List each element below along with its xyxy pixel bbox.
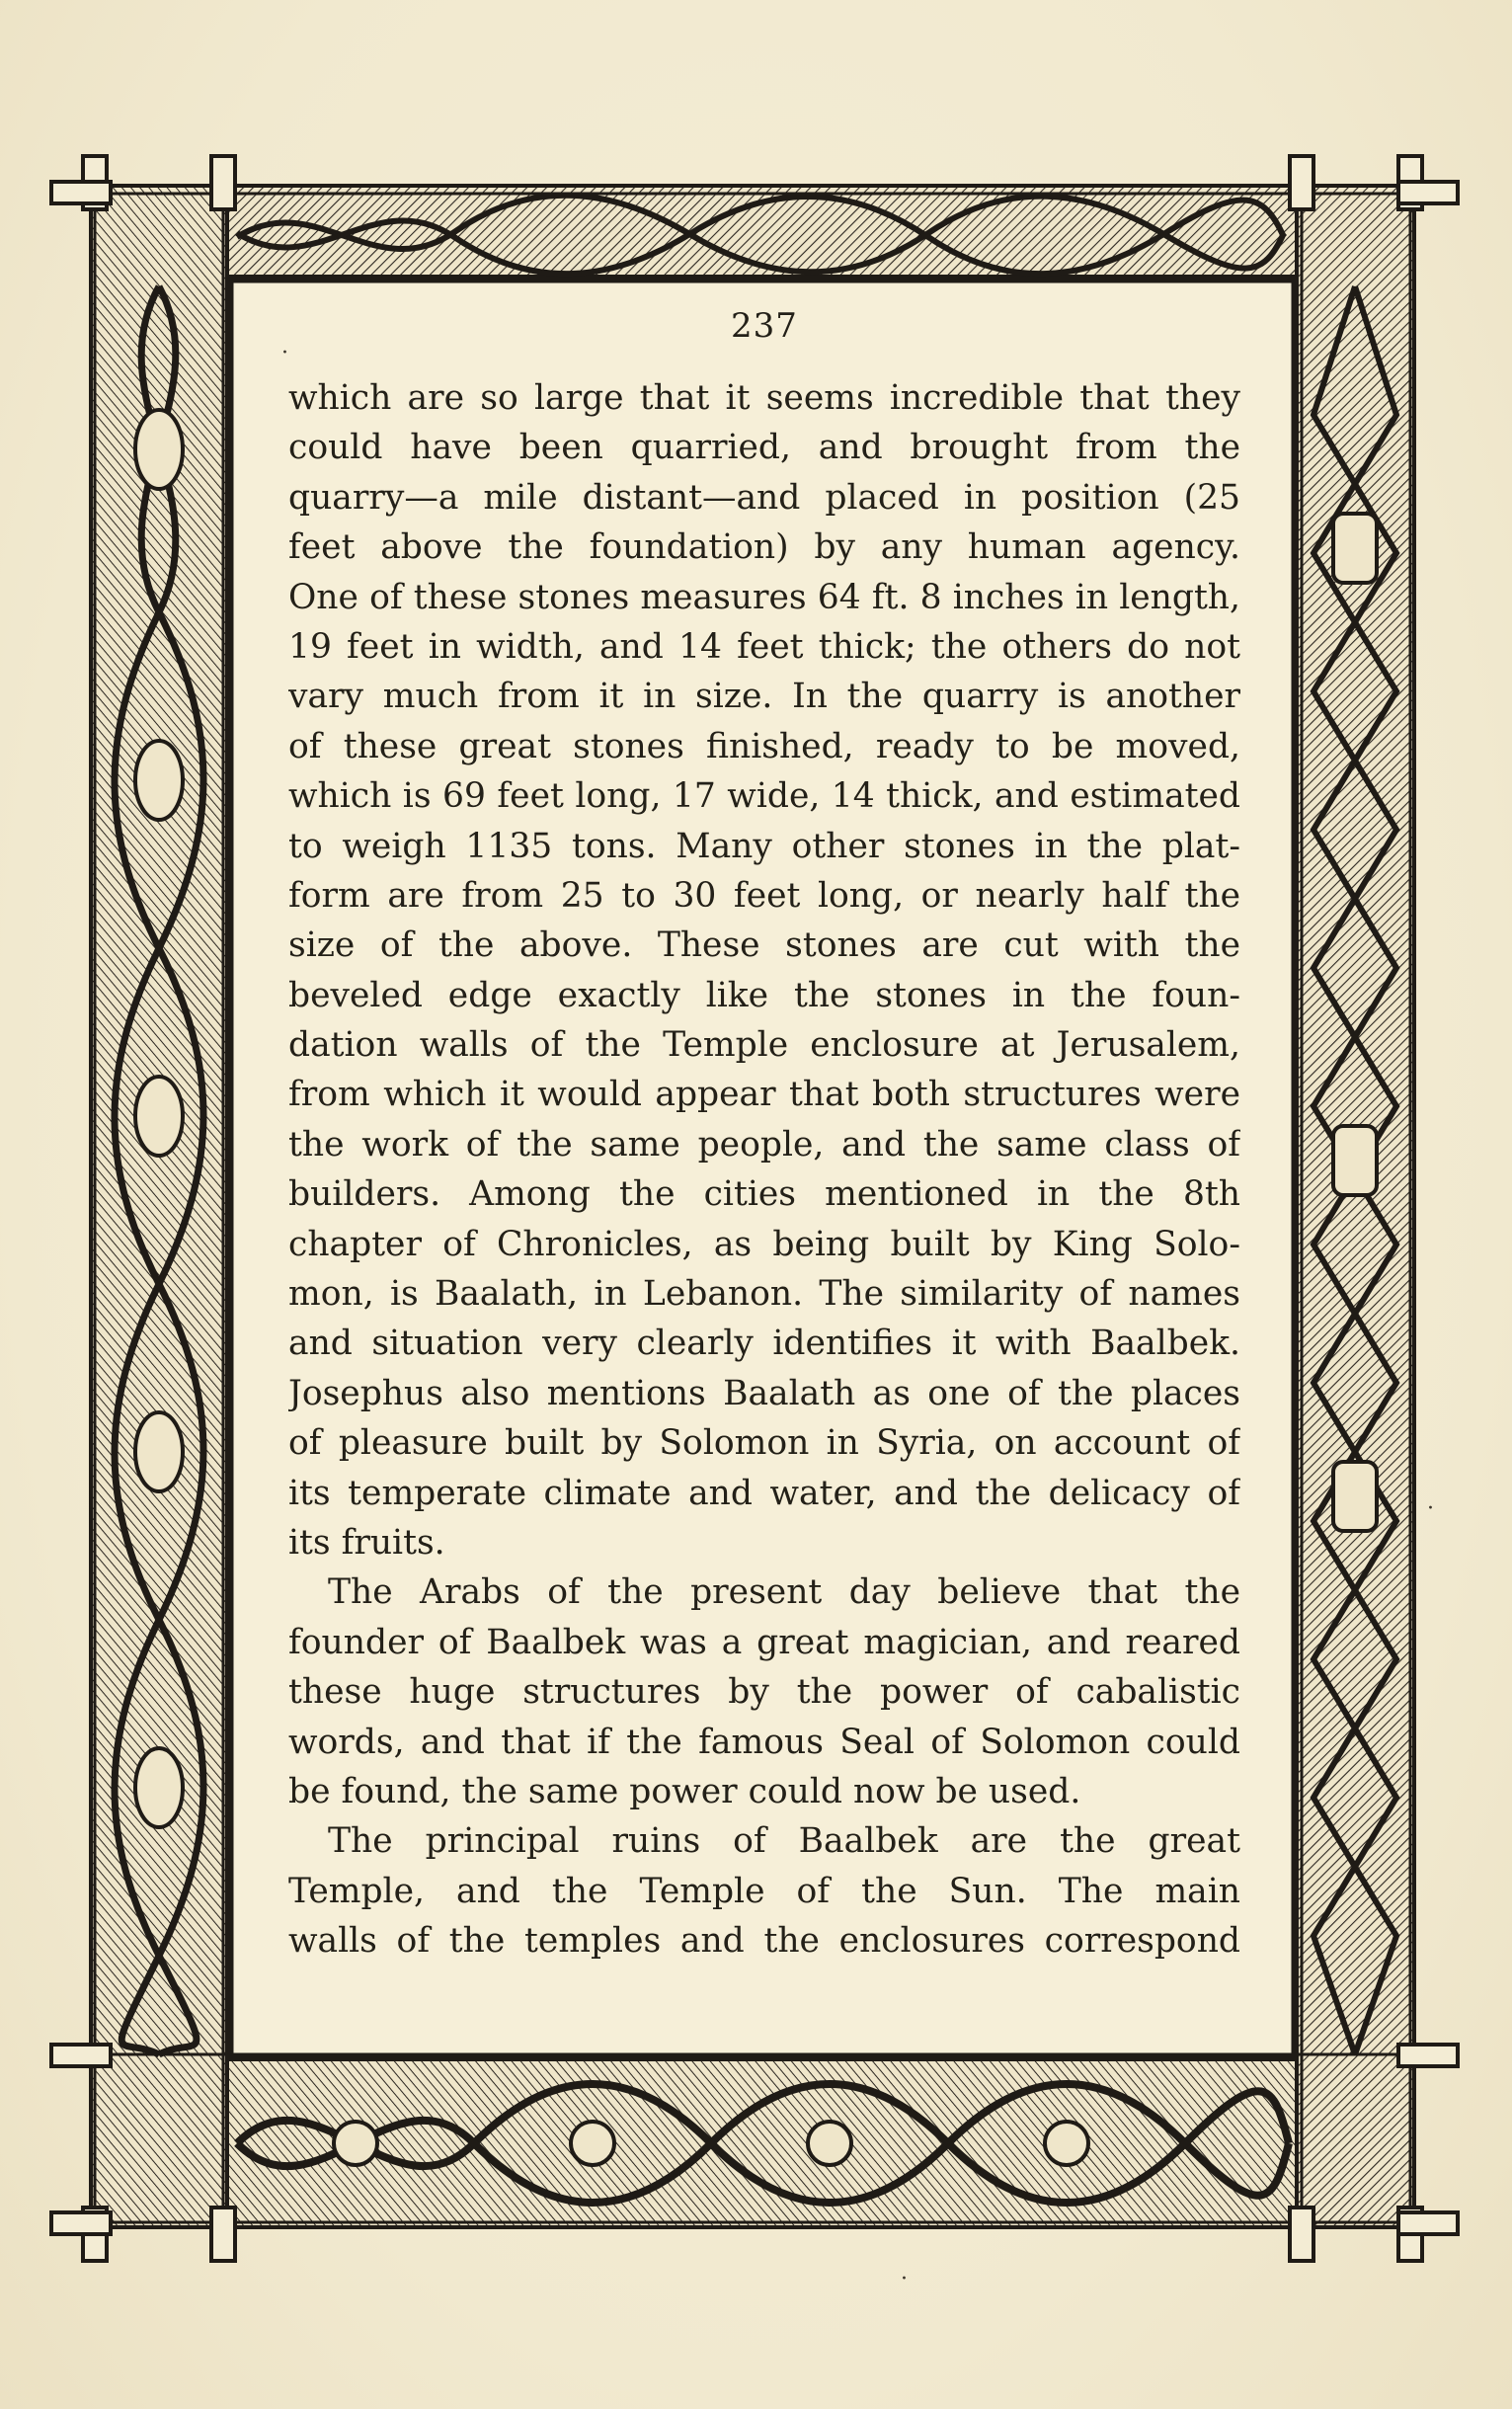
- page-text-block: [288, 306, 1240, 1967]
- text-line: walls of the temples and the enclosures correspond: [288, 1921, 1240, 1962]
- margin-dot-mark: ·: [901, 2267, 908, 2291]
- text-line: feet above the foundation) by any human agency.: [288, 527, 1240, 568]
- text-line: could have been quarried, and brought from the: [288, 428, 1240, 468]
- paragraph-2: [288, 1567, 1240, 1816]
- text-line: vary much from it in size. In the quarry is another: [288, 677, 1240, 717]
- text-line: which is 69 feet long, 17 wide, 14 thick, and estimated: [288, 776, 1240, 817]
- text-line: to weigh 1135 tons. Many other stones in the plat-: [288, 826, 1240, 866]
- text-line: The Arabs of the present day believe that the: [328, 1572, 1240, 1613]
- page-number: 237: [731, 306, 798, 346]
- text-line: words, and that if the famous Seal of Solomon could: [288, 1722, 1240, 1762]
- text-line: size of the above. These stones are cut with the: [288, 925, 1240, 966]
- text-line: One of these stones measures 64 ft. 8 inches in length,: [288, 577, 1240, 617]
- text-line: 19 feet in width, and 14 feet thick; the others do not: [288, 626, 1240, 667]
- text-line: Josephus also mentions Baalath as one of the places: [288, 1373, 1240, 1413]
- text-line: dation walls of the Temple enclosure at Jerusalem,: [288, 1025, 1240, 1066]
- text-line: Temple, and the Temple of the Sun. The main: [288, 1871, 1240, 1911]
- text-line: which are so large that it seems incredible that they: [288, 378, 1240, 418]
- text-line: be found, the same power could now be used.: [288, 1771, 1081, 1811]
- text-line: from which it would appear that both structures were: [288, 1075, 1240, 1115]
- text-line: and situation very clearly identifies it with Baalbek.: [288, 1324, 1240, 1364]
- text-line: mon, is Baalath, in Lebanon. The similarity of names: [288, 1274, 1240, 1315]
- text-line: chapter of Chronicles, as being built by King Solo-: [288, 1224, 1240, 1264]
- text-line: builders. Among the cities mentioned in the 8th: [288, 1174, 1240, 1215]
- text-line: of these great stones finished, ready to be moved,: [288, 726, 1240, 766]
- text-line: The principal ruins of Baalbek are the great: [328, 1821, 1240, 1862]
- text-line: form are from 25 to 30 feet long, or nearly half the: [288, 875, 1240, 916]
- margin-dot-mark: ·: [1427, 1496, 1434, 1521]
- paragraph-3: [288, 1816, 1240, 1966]
- text-line: its temperate climate and water, and the delicacy of: [288, 1473, 1240, 1513]
- text-line: its fruits.: [288, 1522, 445, 1563]
- text-line: these huge structures by the power of cabalistic: [288, 1672, 1240, 1713]
- text-line: the work of the same people, and the same class of: [288, 1124, 1240, 1164]
- text-line: beveled edge exactly like the stones in the foun-: [288, 975, 1240, 1015]
- text-line: of pleasure built by Solomon in Syria, on account of: [288, 1423, 1240, 1464]
- text-line: founder of Baalbek was a great magician, and reared: [288, 1622, 1240, 1662]
- text-line: quarry—a mile distant—and placed in position (25: [288, 477, 1240, 518]
- margin-dot-mark: ·: [281, 341, 288, 365]
- paragraph-1: [288, 373, 1240, 1567]
